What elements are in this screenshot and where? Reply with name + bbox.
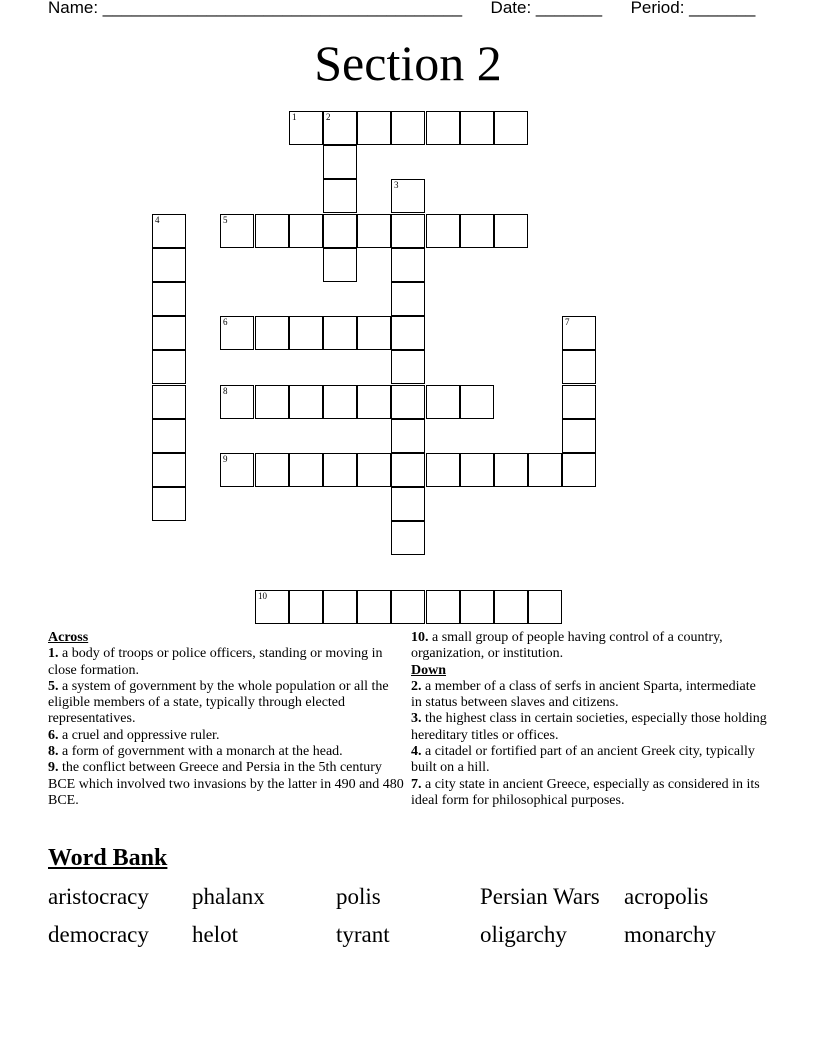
crossword-cell[interactable]	[220, 316, 254, 350]
crossword-cell[interactable]	[357, 316, 391, 350]
crossword-cell[interactable]	[460, 214, 494, 248]
crossword-cell[interactable]	[152, 453, 186, 487]
clue-number: 9	[223, 454, 228, 464]
crossword-cell[interactable]	[323, 385, 357, 419]
crossword-cell[interactable]	[494, 111, 528, 145]
word-bank-word: Persian Wars	[480, 884, 600, 909]
crossword-cell[interactable]	[391, 316, 425, 350]
crossword-cell[interactable]	[391, 453, 425, 487]
crossword-cell[interactable]	[426, 214, 460, 248]
crossword-cell[interactable]	[528, 590, 562, 624]
crossword-cell[interactable]	[562, 419, 596, 453]
crossword-cell[interactable]	[391, 248, 425, 282]
crossword-cell[interactable]	[152, 350, 186, 384]
clue-number: 10	[258, 591, 267, 601]
clue-number: 4	[155, 215, 160, 225]
crossword-cell[interactable]	[323, 145, 357, 179]
crossword-cell[interactable]	[152, 419, 186, 453]
crossword-cell[interactable]	[289, 316, 323, 350]
word-bank-word: tyrant	[336, 922, 390, 947]
crossword-cell[interactable]	[255, 214, 289, 248]
crossword-cell[interactable]	[323, 214, 357, 248]
crossword-cell[interactable]	[152, 385, 186, 419]
crossword-cell[interactable]	[323, 590, 357, 624]
crossword-cell[interactable]	[255, 453, 289, 487]
crossword-cell[interactable]	[528, 453, 562, 487]
crossword-cell[interactable]	[323, 316, 357, 350]
crossword-cell[interactable]	[426, 453, 460, 487]
clue-number: 1	[292, 112, 297, 122]
word-bank-word: helot	[192, 922, 238, 947]
crossword-cell[interactable]	[357, 214, 391, 248]
crossword-cell[interactable]	[152, 487, 186, 521]
crossword-cell[interactable]	[391, 419, 425, 453]
crossword-cell[interactable]	[460, 590, 494, 624]
crossword-cell[interactable]	[152, 214, 186, 248]
down-clue: 4. a citadel or fortified part of an ancient Greek city, typically built on a hill.	[411, 744, 755, 776]
crossword-cell[interactable]	[220, 453, 254, 487]
across-clue: 10. a small group of people having control of a country, organization, or institution.	[411, 630, 723, 662]
clue-number: 8	[223, 386, 228, 396]
across-heading: Across	[48, 630, 89, 645]
crossword-cell[interactable]	[357, 385, 391, 419]
crossword-cell[interactable]	[220, 214, 254, 248]
crossword-cell[interactable]	[562, 316, 596, 350]
crossword-cell[interactable]	[391, 111, 425, 145]
crossword-cell[interactable]	[220, 385, 254, 419]
clue-number: 3	[394, 180, 399, 190]
crossword-cell[interactable]	[391, 385, 425, 419]
across-clue: 9. the conflict between Greece and Persia in the 5th century BCE which involved two invasions by the latter in 490 and 480 BCE.	[48, 760, 404, 808]
word-bank-word: polis	[336, 884, 381, 909]
crossword-cell[interactable]	[460, 453, 494, 487]
down-clue: 7. a city state in ancient Greece, especially as considered in its ideal form for philosophical purposes.	[411, 776, 760, 808]
crossword-cell[interactable]	[494, 590, 528, 624]
crossword-cell[interactable]	[562, 385, 596, 419]
clue-number: 2	[326, 112, 331, 122]
crossword-cell[interactable]	[323, 453, 357, 487]
word-bank-word: oligarchy	[480, 922, 567, 947]
word-bank-title: Word Bank	[48, 845, 168, 871]
crossword-cell[interactable]	[289, 453, 323, 487]
crossword-cell[interactable]	[255, 590, 289, 624]
crossword-cell[interactable]	[391, 487, 425, 521]
crossword-cell[interactable]	[255, 385, 289, 419]
crossword-cell[interactable]	[357, 590, 391, 624]
crossword-cell[interactable]	[391, 214, 425, 248]
crossword-cell[interactable]	[255, 316, 289, 350]
crossword-cell[interactable]	[391, 282, 425, 316]
crossword-cell[interactable]	[426, 590, 460, 624]
crossword-cell[interactable]	[357, 111, 391, 145]
word-bank-word: democracy	[48, 922, 149, 947]
crossword-cell[interactable]	[289, 214, 323, 248]
clues-column-right	[411, 630, 769, 809]
down-heading: Down	[411, 662, 447, 678]
across-clue: 5. a system of government by the whole population or all the eligible members of a state, typically through elected representatives.	[48, 678, 389, 727]
crossword-cell[interactable]	[323, 179, 357, 213]
word-bank-word: aristocracy	[48, 884, 149, 909]
word-bank-word: monarchy	[624, 922, 716, 947]
crossword-cell[interactable]	[426, 111, 460, 145]
clue-number: 7	[565, 317, 570, 327]
name-field[interactable]: Name: ______________________________________	[48, 0, 463, 17]
crossword-cell[interactable]	[426, 385, 460, 419]
crossword-cell[interactable]	[494, 453, 528, 487]
crossword-cell[interactable]	[323, 111, 357, 145]
crossword-cell[interactable]	[289, 590, 323, 624]
clue-number: 6	[223, 317, 228, 327]
crossword-cell[interactable]	[289, 111, 323, 145]
crossword-cell[interactable]	[562, 350, 596, 384]
crossword-cell[interactable]	[460, 385, 494, 419]
crossword-cell[interactable]	[391, 179, 425, 213]
clues-column-left	[48, 630, 408, 809]
crossword-cell[interactable]	[391, 350, 425, 384]
crossword-cell[interactable]	[357, 453, 391, 487]
clue-number: 5	[223, 215, 228, 225]
down-clue: 3. the highest class in certain societies, especially those holding hereditary titles or offices.	[411, 711, 767, 743]
crossword-cell[interactable]	[562, 453, 596, 487]
period-field[interactable]: Period: _______	[630, 0, 756, 17]
page-title: Section 2	[314, 35, 502, 91]
crossword-cell[interactable]	[391, 590, 425, 624]
word-bank-word: acropolis	[624, 884, 709, 909]
down-clue: 2. a member of a class of serfs in ancient Sparta, intermediate in status between slaves and citizens.	[411, 678, 756, 711]
crossword-cell[interactable]	[494, 214, 528, 248]
crossword-cell[interactable]	[323, 248, 357, 282]
crossword-cell[interactable]	[460, 111, 494, 145]
crossword-cell[interactable]	[152, 282, 186, 316]
across-clue: 8. a form of government with a monarch at the head.	[48, 744, 343, 760]
across-clue: 6. a cruel and oppressive ruler.	[48, 727, 220, 743]
crossword-cell[interactable]	[152, 316, 186, 350]
crossword-cell[interactable]	[289, 385, 323, 419]
date-field[interactable]: Date: _______	[490, 0, 603, 17]
crossword-cell[interactable]	[152, 248, 186, 282]
crossword-cell[interactable]	[391, 521, 425, 555]
across-clue: 1. a body of troops or police officers, standing or moving in close formation.	[48, 646, 383, 678]
word-bank-word: phalanx	[192, 884, 265, 909]
